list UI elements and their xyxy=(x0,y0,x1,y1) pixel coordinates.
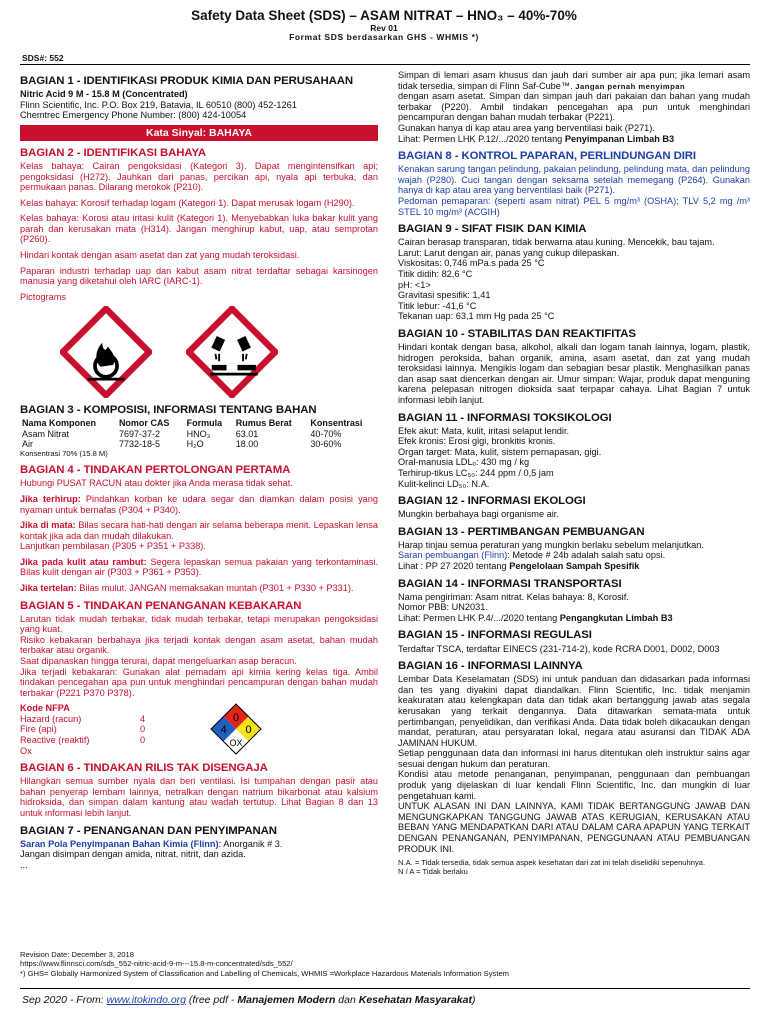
nfpa-row xyxy=(20,714,210,725)
corrosive-icon xyxy=(186,306,278,398)
fire-p3: Saat dipanaskan hingga terurai, dapat mengeluarkan asap beracun. xyxy=(20,655,297,666)
section-13-title: BAGIAN 13 - PERTIMBANGAN PEMBUANGAN xyxy=(398,525,645,538)
property-line: Titik didih: 82,6 °C xyxy=(398,269,473,280)
section-4-body xyxy=(20,478,378,593)
eyes-label: Jika di mata: xyxy=(20,520,76,531)
hazard-skin-corrosion: Kelas bahaya: Korosi atau iritasi kulit (Kategori 1). Menyebabkan luka bakar kulit yang parah dan kerusakan mata (H314). Jangan menghirup kabut, uap, atau semprotan (P260). xyxy=(20,213,378,245)
document-header xyxy=(0,8,768,43)
left-column xyxy=(20,66,378,870)
storage-flinn xyxy=(20,839,378,850)
table-cell: 40-70% xyxy=(310,428,342,439)
col-header: Konsentrasi xyxy=(310,418,363,429)
table-cell: 18.00 xyxy=(235,439,259,450)
disclaimer-p4: UNTUK ALASAN INI DAN LAINNYA, KAMI TIDAK BERTANGGUNG JAWAB DAN MENGUNGKAPKAN TANGGUNG JAWAB ATAS KERUGIAN, KERUSAKAN ATAU BEBAN YANG MENDAPATKAN DARI ATAU DALAM CARA APAPUN YANG TERKAIT DENGAN PENANGANAN, PENYIMPANAN, PENGGUNAAN ATAU PEMBUANGAN PRODUK INI. xyxy=(398,801,750,854)
section-10-title: BAGIAN 10 - STABILITAS DAN REAKTIFITAS xyxy=(398,327,636,340)
spill-text: Hilangkan semua sumber nyala dan beri ventilasi. Isi tumpahan dengan pasir atau bahan penyerap lembam lainnya, netralkan dengan natrium bikarbonat atau kalsium hidroksida, dan simpan dalam kantung atau wadah tertutup. Lihat Bagian 8 dan 13 untuk informasi lebih lanjut. xyxy=(20,776,378,819)
first-aid-eyes xyxy=(20,520,378,541)
fire-p2: Risiko kebakaran berbahaya jika terjadi kontak dengan asam asetat, bahan mudah terbakar atau organik. xyxy=(20,634,378,656)
na-note-1: N.A. = Tidak tersedia, tidak semua aspek kesehatan dari zat ini telah diselidiki sepenuhnya. xyxy=(398,858,706,868)
section-2-body xyxy=(20,161,378,302)
tox-line: Oral-manusia LDLₒ: 430 mg / kg xyxy=(398,457,530,468)
transport-un: Nomor PBB: UN2031. xyxy=(398,602,488,613)
property-line: Tekanan uap: 63,1 mm Hg pada 25 °C xyxy=(398,311,555,322)
transport-name: Nama pengiriman: Asam nitrat. Kelas bahaya: 8, Korosif. xyxy=(398,591,629,602)
transport-regulation-bold: Pengangkutan Limbah B3 xyxy=(559,612,673,623)
hazard-oxidizer: Kelas bahaya: Cairan pengoksidasi (Kategori 3). Dapat mengintensifkan api; pengoksidasi (H272). Jauhkan dari panas, percikan api, nyala api terbuka, dan permukaan panas. Dilarang merokok (P210). xyxy=(20,161,378,193)
source-bold-2: Kesehatan Masyarakat xyxy=(358,994,472,1006)
disclaimer-p1: Lembar Data Keselamatan (SDS) ini untuk panduan dan didasarkan pada informasi dan tes yang diyakini dapat diandalkan. Flinn Scientific, Inc. tidak menjamin keakuratan atau kelengkapan data dan tidak akan bertanggung jawab atas segala kerusakan yang terkait dengannya. Data ditawarkan semata-mata untuk pertimbangan, penyelidikan, dan verifikasi Anda. Data tidak boleh dikacaukan dengan mandat, peraturan, atau persyaratan lokal, negara atau asuransi dan TIDAK ADA JAMINAN HUKUM. xyxy=(398,674,750,748)
section-7-title: BAGIAN 7 - PENANGANAN DAN PENYIMPANAN xyxy=(20,824,277,837)
table-cell: Air xyxy=(22,439,33,450)
sds-number: SDS#: 552 xyxy=(22,53,64,63)
exposure-limits: Pedoman pemaparan: (seperti asam nitrat) PEL 5 mg/m³ (OSHA); TLV 5,2 mg /m³ STEL 10 mg/m³ (ACGIH) xyxy=(398,196,750,217)
col-header: Formula xyxy=(186,418,223,429)
flinn-disposal-label: Saran pembuangan (Flinn) xyxy=(398,550,508,561)
nfpa-label: Ox xyxy=(20,745,32,756)
disposal-review: Harap tinjau semua peraturan yang mungkin berlaku sebelum melanjutkan. xyxy=(398,539,704,550)
header-divider xyxy=(20,64,750,65)
storage-regulation: Lihat: Permen LHK P.12/.../2020 tentang xyxy=(398,133,565,144)
source-prefix: Sep 2020 - From: xyxy=(22,994,107,1006)
section-6-title: BAGIAN 6 - TINDAKAN RILIS TAK DISENGAJA xyxy=(20,762,268,775)
physical-properties xyxy=(398,237,750,322)
section-3-title: BAGIAN 3 - KOMPOSISI, INFORMASI TENTANG BAHAN xyxy=(20,404,317,417)
nfpa-value: 0 xyxy=(140,735,146,746)
eyes-text: Bilas secara hati-hati dengan air selama beberapa menit. Lepaskan lensa kontak jika ada dan mudah dilakukan. xyxy=(20,520,378,541)
nfpa-value: 0 xyxy=(140,724,146,735)
nfpa-diamond-icon xyxy=(210,703,262,755)
storage-text: Simpan di lemari asam khusus dan jauh dari sumber air apa pun; jika lemari asam tidak tersedia, simpan di Flinn Saf-Cube™. xyxy=(398,70,750,91)
hazard-avoid-contact: Hindari kontak dengan asam asetat dan zat yang mudah teroksidasi. xyxy=(20,250,300,261)
source-bold-1: Manajemen Modern xyxy=(237,994,336,1006)
ghs-pictograms xyxy=(60,306,378,398)
disclaimer-p3: Kondisi atau metode penanganan, penyimpanan, penggunaan dan pembuangan produk yang dijelaskan di luar kendali Flinn Scientific, Inc. dan mungkin di luar pengetahuan kami. xyxy=(398,769,750,801)
storage-cont-4 xyxy=(398,134,750,145)
table-row xyxy=(20,439,378,449)
transport-regulation xyxy=(398,613,750,624)
nfpa-title: Kode NFPA xyxy=(20,703,70,714)
table-cell: 30-60% xyxy=(310,439,342,450)
section-1-title: BAGIAN 1 - IDENTIFIKASI PRODUK KIMIA DAN PERUSAHAAN xyxy=(20,75,354,87)
itokindo-link[interactable]: www.itokindo.org xyxy=(106,994,186,1006)
storage-regulation-bold: Penyimpanan Limbah B3 xyxy=(564,133,675,144)
first-aid-inhaled xyxy=(20,494,378,515)
storage-cont-2: dengan asam asetat. Simpan dan simpan jauh dari pakaian dan bahan yang mudah terbakar (P220). Ambil tindakan pencegahan apa pun untuk menghindari pencampuran dengan bahan mudah terbakar (P221). xyxy=(398,91,750,123)
col-header: Rumus Berat xyxy=(235,418,292,429)
first-aid-skin xyxy=(20,557,378,578)
swallow-label: Jika tertelan: xyxy=(20,582,77,593)
section-15-title: BAGIAN 15 - INFORMASI REGULASI xyxy=(398,629,592,642)
transport-regulation-text: Lihat: Permen LHK P.4/.../2020 tentang xyxy=(398,612,560,623)
regulation-text: Terdaftar TSCA, terdaftar EINECS (231-714-2), kode RCRA D001, D002, D003 xyxy=(398,643,720,654)
format-label: Format SDS berdasarkan GHS - WHMIS *) xyxy=(289,32,479,43)
na-note-2: N / A = Tidak berlaku xyxy=(398,866,468,876)
hazard-metal-corrosion: Kelas bahaya: Korosif terhadap logam (Kategori 1). Dapat merusak logam (H290). xyxy=(20,197,355,208)
inhaled-label: Jika terhirup: xyxy=(20,493,81,504)
table-cell: 7732-18-5 xyxy=(118,439,160,450)
section-14-title: BAGIAN 14 - INFORMASI TRANSPORTASI xyxy=(398,577,622,590)
section-8-title: BAGIAN 8 - KONTROL PAPARAN, PERLINDUNGAN DIRI xyxy=(398,150,696,163)
pictograms-label: Pictograms xyxy=(20,291,66,302)
property-line: Viskositas: 0,746 mPa.s pada 25 °C xyxy=(398,258,545,269)
table-cell: 63.01 xyxy=(235,428,259,439)
table-cell: 7697-37-2 xyxy=(118,428,160,439)
section-4-title: BAGIAN 4 - TINDAKAN PERTOLONGAN PERTAMA xyxy=(20,464,291,477)
document-title: Safety Data Sheet (SDS) – ASAM NITRAT – HNO₃ – 40%-70% xyxy=(191,8,577,23)
flinn-storage-label: Saran Pola Penyimpanan Bahan Kimia (Flinn) xyxy=(20,838,219,849)
diamond-special: OX xyxy=(229,738,243,749)
toxicology-lines xyxy=(398,426,750,489)
ecology-text: Mungkin berbahaya bagi organisme air. xyxy=(398,509,559,520)
tox-line: Kulit-kelinci LD₅₀: N.A. xyxy=(398,478,490,489)
table-cell: H₂O xyxy=(186,439,204,450)
disclaimer-p2: Setiap penggunaan data dan informasi ini harus ditentukan oleh instruktur sains agar sesuai dengan hukum dan peraturan. xyxy=(398,748,750,769)
property-line: Gravitasi spesifik: 1,41 xyxy=(398,290,491,301)
section-12-title: BAGIAN 12 - INFORMASI EKOLOGI xyxy=(398,495,586,508)
stability-text: Hindari kontak dengan basa, alkohol, alkali dan logam tanah lainnya, logam, plastik, hidrogen peroksida, bahan organik, amina, asam asetat, dan zat yang mudah teroksidasi lainnya. Mengikis logam dan sebagian besar plastik. Menghasilkan panas dan asap saat diencerkan dengan air. Umur simpan: Wajar, produk dapat menguning karena pelepasan nitrogen dioksida saat terpapar cahaya. Lihat Bagian 7 untuk informasi lebih lanjut. xyxy=(398,342,750,405)
emergency-phone: Chemtrec Emergency Phone Number: (800) 424-10054 xyxy=(20,110,247,121)
disposal-regulation xyxy=(398,561,750,572)
storage-never: Jangan pernah menyimpan xyxy=(572,81,686,91)
col-header: Nomor CAS xyxy=(118,418,170,429)
disposal-regulation-bold: Pengelolaan Sampah Spesifik xyxy=(509,561,640,572)
right-column xyxy=(398,66,750,877)
table-cell: Asam Nitrat xyxy=(22,428,70,439)
diamond-health: 4 xyxy=(220,724,227,737)
diamond-fire: 0 xyxy=(232,712,240,725)
fire-p1: Larutan tidak mudah terbakar, tidak mudah terbakar, tetapi merupakan pengoksidasi yang kuat. xyxy=(20,613,378,635)
section-16-title: BAGIAN 16 - INFORMASI LAINNYA xyxy=(398,660,583,673)
tox-line: Efek kronis: Erosi gigi, bronkitis kronis. xyxy=(398,436,556,447)
nfpa-value: 4 xyxy=(140,713,146,724)
source-end: ) xyxy=(471,994,476,1006)
nfpa-row xyxy=(20,724,210,735)
tox-line: Terhirup-tikus LC₅₀: 244 ppm / 0,5 jam xyxy=(398,467,554,478)
source-url: https://www.flinnsci.com/sds_552-nitric-acid-9-m---15.8-m-concentrated/sds_552/ xyxy=(20,959,293,969)
inhaled-text: Pindahkan korban ke udara segar dan diamkan dalam posisi yang nyaman untuk bernafas (P304 + P340). xyxy=(20,493,379,515)
diamond-reactivity: 0 xyxy=(245,724,252,737)
source-and: dan xyxy=(335,994,359,1006)
section-9-title: BAGIAN 9 - SIFAT FISIK DAN KIMIA xyxy=(398,223,587,236)
col-header: Nama Komponen xyxy=(22,418,97,429)
composition-table xyxy=(20,418,378,449)
nfpa-label: Hazard (racun) xyxy=(20,713,82,724)
tox-line: Organ target: Mata, kulit, sistem pernapasan, gigi. xyxy=(398,446,602,457)
flinn-disposal-text: : Metode # 24b adalah salah satu opsi. xyxy=(507,550,666,561)
hazard-carcinogen: Paparan industri terhadap uap dan kabut asam nitrat terdaftar sebagai karsinogen manusia yang diketahui oleh IARC (IARC-1). xyxy=(20,265,378,287)
product-name: Nitric Acid 9 M - 15.8 M (Concentrated) xyxy=(20,89,188,100)
property-line: Larut: Larut dengan air, panas yang cukup dilepaskan. xyxy=(398,247,620,258)
disposal-regulation-text: Lihat : PP 27 2020 tentang xyxy=(398,561,510,572)
first-aid-eyes-2: Lanjutkan pembilasan (P305 + P351 + P338). xyxy=(20,541,206,552)
revision-label: Rev 01 xyxy=(370,22,398,33)
nfpa-block xyxy=(20,703,378,756)
section-5-title: BAGIAN 5 - TINDAKAN PENANGANAN KEBAKARAN xyxy=(20,599,302,612)
table-header-row xyxy=(20,418,378,428)
nfpa-row xyxy=(20,746,210,757)
storage-continue-dots: ... xyxy=(20,859,28,870)
skin-label: Jika pada kulit atau rambut: xyxy=(20,556,147,567)
oxidizer-flame-icon xyxy=(60,306,152,398)
tox-line: Efek akut: Mata, kulit, iritasi selaput lendir. xyxy=(398,425,570,436)
swallow-text: Bilas mulut. JANGAN memaksakan muntah (P301 + P330 + P331). xyxy=(76,582,354,593)
signal-word-banner: Kata Sinyal: BAHAYA xyxy=(20,125,378,141)
table-cell: HNO₃ xyxy=(186,428,211,439)
section-5-body xyxy=(20,614,378,699)
storage-cont-3: Gunakan hanya di kap atau area yang berventilasi baik (P271). xyxy=(398,123,655,134)
table-row xyxy=(20,429,378,439)
source-mid: (free pdf - xyxy=(186,994,238,1006)
ppe-text: Kenakan sarung tangan pelindung, pakaian pelindung, pelindung mata, dan pelindung wajah (P280). Cuci tangan dengan seksama setelah memegang (P264). Gunakan hanya di kap atau area yang berventilasi baik (P271). xyxy=(398,164,750,196)
section-11-title: BAGIAN 11 - INFORMASI TOKSIKOLOGI xyxy=(398,411,612,424)
section-2-title: BAGIAN 2 - IDENTIFIKASI BAHAYA xyxy=(20,146,207,159)
skin-text: Segera lepaskan semua pakaian yang terkontaminasi. Bilas kulit dengan air (P303 + P361 + P353). xyxy=(20,556,378,578)
nfpa-row xyxy=(20,735,210,746)
nfpa-codes xyxy=(20,703,210,756)
property-line: Cairan berasap transparan, tidak berwarna atau kuning. Mencekik, bau tajam. xyxy=(398,237,715,248)
footer-divider xyxy=(20,988,750,989)
disposal-flinn xyxy=(398,550,750,561)
nfpa-label: Reactive (reaktif) xyxy=(20,735,90,746)
concentration-note: Konsentrasi 70% (15.8 M) xyxy=(20,448,108,458)
property-line: Titik lebur: -41,6 °C xyxy=(398,300,477,311)
nfpa-label: Fire (api) xyxy=(20,724,57,735)
ghs-footnote: *) GHS= Globally Harmonized System of Classification and Labelling of Chemicals, WHMIS =Workplace Hazardous Materials Information System xyxy=(20,968,510,978)
revision-date: Revision Date: December 3, 2018 xyxy=(20,950,134,959)
first-aid-swallow xyxy=(20,583,378,594)
storage-cont-1 xyxy=(398,70,750,91)
storage-incompatible: Jangan disimpan dengan amida, nitrat, nitrit, dan azida. xyxy=(20,849,246,860)
fire-p4: Jika terjadi kebakaran: Gunakan alat pemadam api kimia kering kelas tiga. Ambil tindakan pencegahan apa pun untuk menghindari pencampuran dengan bahan mudah terbakar (P221 P370 P378). xyxy=(20,666,378,698)
property-line: pH: <1> xyxy=(398,279,431,290)
source-credit xyxy=(22,994,475,1006)
flinn-storage-text: : Anorganik # 3. xyxy=(218,838,283,849)
first-aid-general: Hubungi PUSAT RACUN atau dokter jika Anda merasa tidak sehat. xyxy=(20,478,293,489)
company-info: Flinn Scientific, Inc. P.O. Box 219, Batavia, IL 60510 (800) 452-1261 xyxy=(20,99,297,110)
document-footer xyxy=(20,950,750,978)
